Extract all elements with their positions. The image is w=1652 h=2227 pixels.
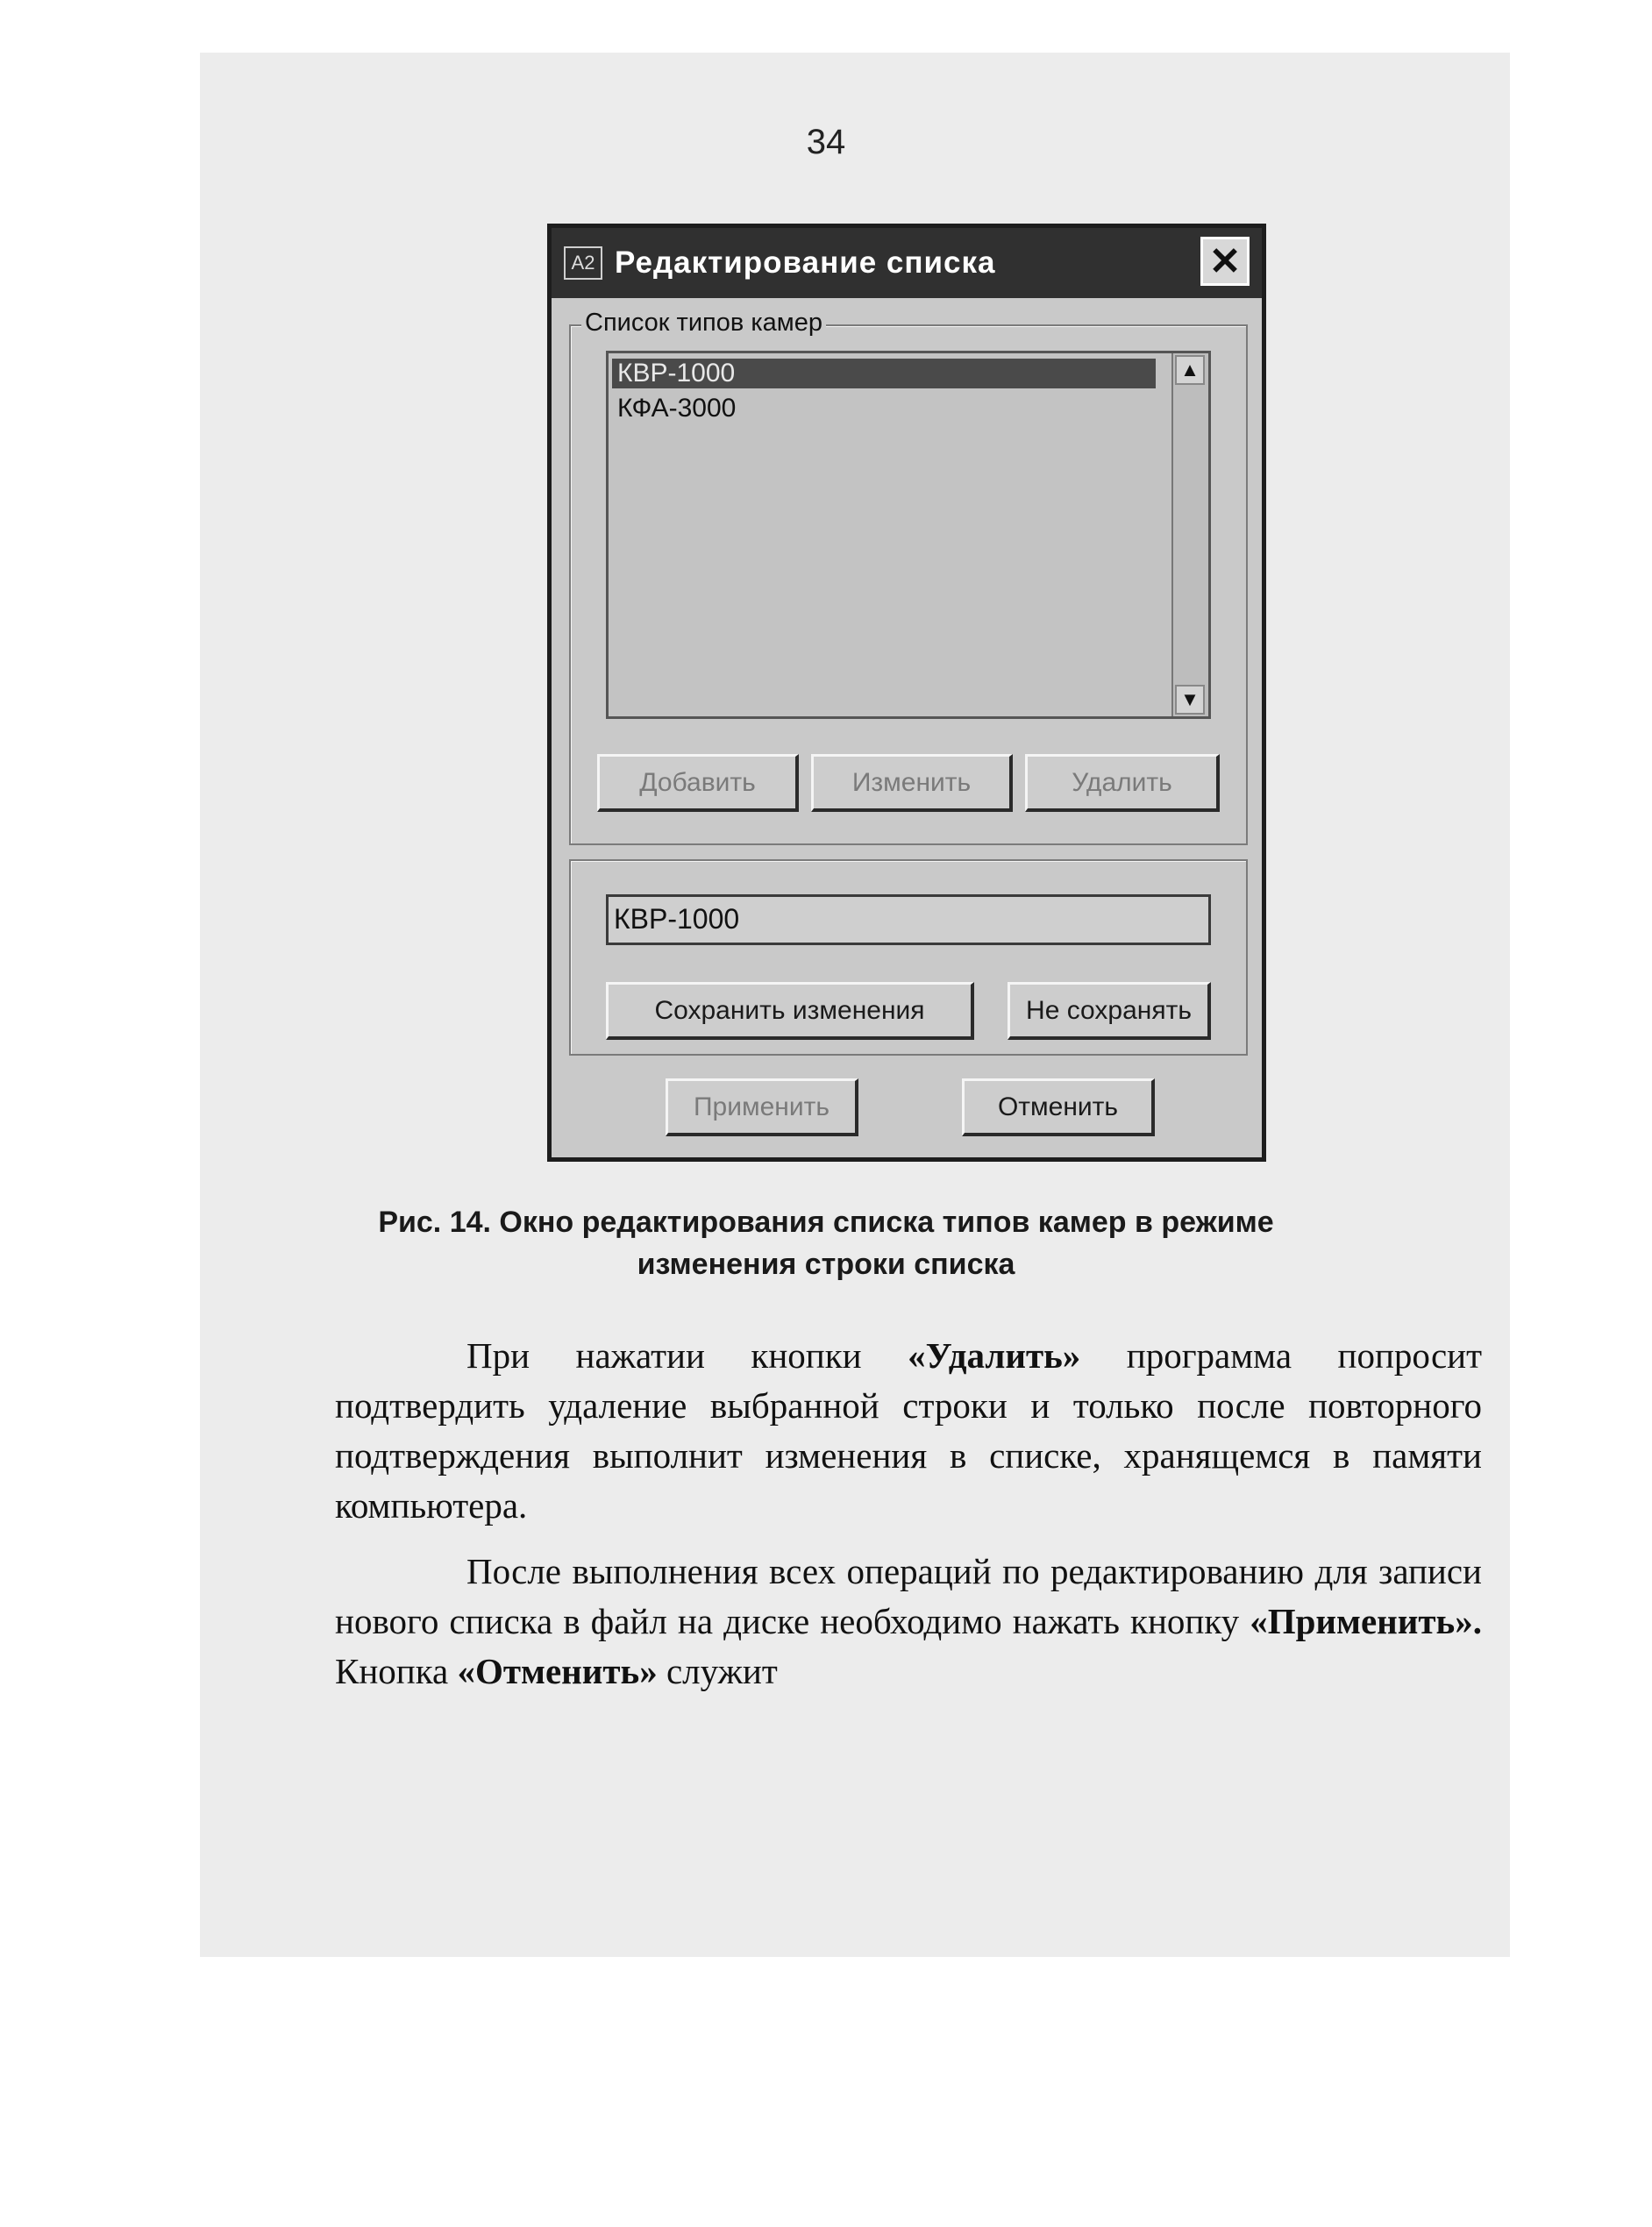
edit-button[interactable]: Изменить bbox=[811, 754, 1013, 812]
paragraph-2-bold-b: «Отменить» bbox=[457, 1651, 658, 1691]
paragraph-1 bbox=[335, 1331, 1482, 1531]
discard-changes-button[interactable]: Не сохранять bbox=[1008, 982, 1211, 1040]
listbox-scrollbar[interactable] bbox=[1171, 353, 1208, 716]
edit-list-dialog bbox=[547, 224, 1266, 1162]
paragraph-2-text-c: служит bbox=[657, 1651, 778, 1691]
cancel-button[interactable]: Отменить bbox=[962, 1078, 1155, 1136]
add-button[interactable]: Добавить bbox=[597, 754, 799, 812]
paragraph-1-text-b: программа попросит подтвердить удаление выбранной строки и только после повторного подтверждения выполнит изменения в списке, хранящемся в памяти компьютера. bbox=[335, 1335, 1482, 1526]
apply-button[interactable]: Применить bbox=[666, 1078, 858, 1136]
page-number: 34 bbox=[806, 123, 846, 161]
paragraph-1-bold: «Удалить» bbox=[908, 1335, 1081, 1376]
paragraph-2-text-a: После выполнения всех операций по редактированию для записи нового списка в файл на диске необходимо нажать кнопку bbox=[335, 1551, 1482, 1641]
list-item[interactable]: КФА-3000 bbox=[617, 394, 737, 423]
paragraph-1-text-a: При нажатии кнопки bbox=[466, 1335, 908, 1376]
dialog-titlebar[interactable] bbox=[552, 228, 1262, 298]
close-button[interactable]: ✕ bbox=[1200, 237, 1250, 286]
app-icon: A2 bbox=[564, 246, 602, 280]
caption-line-1: Рис. 14. Окно редактирования списка типов камер в режиме bbox=[378, 1206, 1274, 1239]
camera-type-edit-field[interactable]: КВР-1000 bbox=[606, 894, 1211, 945]
figure-caption bbox=[0, 1201, 1652, 1285]
paragraph-2-bold-a: «Применить». bbox=[1250, 1601, 1482, 1641]
paragraph-2-text-b: Кнопка bbox=[335, 1651, 458, 1691]
scroll-down-icon[interactable]: ▼ bbox=[1175, 685, 1205, 715]
list-item-selected[interactable]: КВР-1000 bbox=[612, 359, 1156, 388]
group-label: Список типов камер bbox=[581, 309, 826, 338]
paragraph-2 bbox=[335, 1547, 1482, 1697]
caption-line-2: изменения строки списка bbox=[637, 1248, 1015, 1281]
scroll-up-icon[interactable]: ▲ bbox=[1175, 355, 1205, 385]
dialog-title: Редактирование списка bbox=[615, 245, 996, 280]
camera-types-listbox[interactable] bbox=[606, 351, 1211, 719]
save-changes-button[interactable]: Сохранить изменения bbox=[606, 982, 974, 1040]
delete-button[interactable]: Удалить bbox=[1025, 754, 1220, 812]
